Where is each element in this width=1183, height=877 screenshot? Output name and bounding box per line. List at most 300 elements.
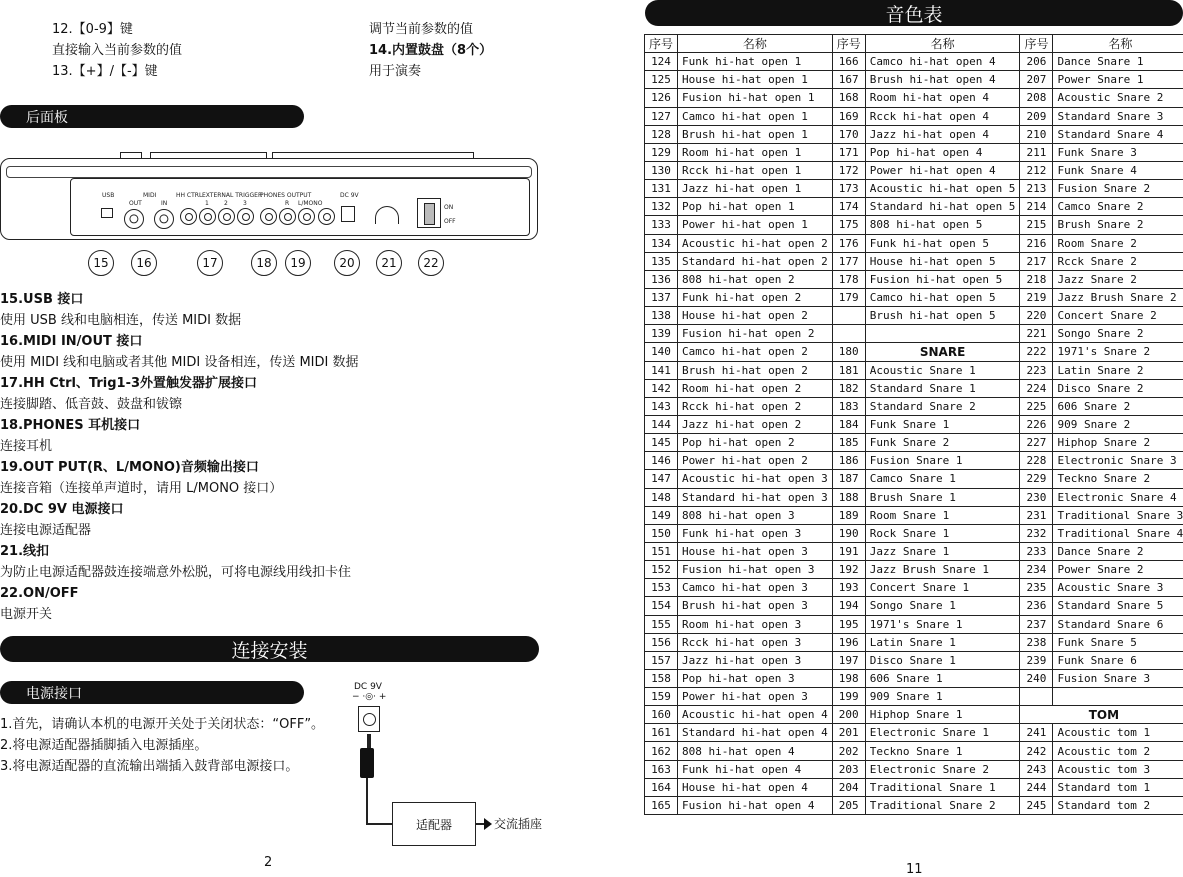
- tone-number: 128: [645, 125, 678, 143]
- tone-name: House hi-hat open 5: [865, 252, 1020, 270]
- tone-name: Brush hi-hat open 4: [865, 71, 1020, 89]
- tone-number: 152: [645, 561, 678, 579]
- polarity-icon: − ·◎· +: [352, 692, 386, 702]
- tone-name: Fusion Snare 2: [1053, 180, 1183, 198]
- tone-number: 132: [645, 198, 678, 216]
- item-desc: 为防止电源适配器鼓连接端意外松脱，可将电源线用线扣卡住: [0, 562, 358, 583]
- item13-desc: 调节当前参数的值: [369, 20, 473, 40]
- dc-9v-label: DC 9V: [354, 682, 382, 692]
- tone-name: Room hi-hat open 1: [678, 143, 833, 161]
- tone-name: Rcck hi-hat open 3: [678, 633, 833, 651]
- tone-name: Standard hi-hat open 2: [678, 252, 833, 270]
- power-switch: [417, 198, 441, 228]
- label-dc9v: DC 9V: [340, 192, 359, 199]
- tone-name: Jazz hi-hat open 2: [678, 415, 833, 433]
- tone-name: Traditional Snare 2: [865, 796, 1020, 814]
- usb-port: [101, 208, 113, 218]
- label-r: R: [285, 200, 289, 207]
- tone-name: Camco Snare 1: [865, 470, 1020, 488]
- tone-number: 230: [1020, 488, 1053, 506]
- tone-number: 124: [645, 53, 678, 71]
- tone-name: Dance Snare 2: [1053, 542, 1183, 560]
- table-row: [645, 397, 1183, 415]
- tone-name: Standard tom 1: [1053, 778, 1183, 796]
- tone-name: Standard Snare 5: [1053, 597, 1183, 615]
- table-header-row: [645, 35, 1183, 53]
- table-row: [645, 379, 1183, 397]
- tone-number: 146: [645, 452, 678, 470]
- tone-name: Jazz Brush Snare 2: [1053, 288, 1183, 306]
- tone-number: 191: [832, 542, 865, 560]
- dc-socket-icon: [358, 706, 380, 732]
- hh-ctrl-jack: [180, 208, 197, 225]
- tone-name: Fusion hi-hat open 5: [865, 270, 1020, 288]
- tone-name: Fusion Snare 1: [865, 452, 1020, 470]
- item-title: 19.OUT PUT(R、L/MONO)音频输出接口: [0, 457, 358, 478]
- tone-name: [865, 325, 1020, 343]
- cable-horizontal: [366, 823, 393, 825]
- tone-name: Songo Snare 1: [865, 597, 1020, 615]
- tone-name: Electronic Snare 2: [865, 760, 1020, 778]
- tone-number: 126: [645, 89, 678, 107]
- cable-vertical: [366, 778, 368, 824]
- plug-body: [360, 748, 374, 778]
- tone-name: Fusion Snare 3: [1053, 669, 1183, 687]
- tone-name: Funk Snare 4: [1053, 161, 1183, 179]
- arrow-right-icon: [484, 818, 492, 830]
- tone-name: 1971's Snare 2: [1053, 343, 1183, 361]
- tone-number: 213: [1020, 180, 1053, 198]
- table-row: [645, 688, 1183, 706]
- tone-number: 195: [832, 615, 865, 633]
- label-midi: MIDI: [143, 192, 156, 199]
- tone-name: Acoustic tom 1: [1053, 724, 1183, 742]
- tone-number: 232: [1020, 524, 1053, 542]
- tone-number: 144: [645, 415, 678, 433]
- tone-number: 225: [1020, 397, 1053, 415]
- tone-number: 134: [645, 234, 678, 252]
- tone-name: Concert Snare 2: [1053, 307, 1183, 325]
- table-row: [645, 615, 1183, 633]
- cable-clip-icon: [375, 206, 399, 224]
- tone-number: 214: [1020, 198, 1053, 216]
- adapter-label: 适配器: [416, 816, 452, 833]
- trigger-1-jack: [199, 208, 216, 225]
- tone-number: 177: [832, 252, 865, 270]
- tone-name: Room hi-hat open 2: [678, 379, 833, 397]
- tone-number: 233: [1020, 542, 1053, 560]
- tone-name: [1053, 688, 1183, 706]
- item14-desc: 用于演奏: [369, 62, 421, 82]
- item-title: 17.HH Ctrl、Trig1-3外置触发器扩展接口: [0, 373, 358, 394]
- tone-name: Pop hi-hat open 2: [678, 434, 833, 452]
- tone-number: 181: [832, 361, 865, 379]
- table-row: [645, 234, 1183, 252]
- tone-number: 151: [645, 542, 678, 560]
- tone-number: 197: [832, 651, 865, 669]
- rear-panel-diagram: [0, 152, 540, 242]
- callout-15: 15: [88, 250, 114, 276]
- tone-name: Jazz hi-hat open 3: [678, 651, 833, 669]
- tone-name: Jazz hi-hat open 1: [678, 180, 833, 198]
- table-row: [645, 71, 1183, 89]
- tone-name: Brush Snare 2: [1053, 216, 1183, 234]
- tone-number: 136: [645, 270, 678, 288]
- output-r-jack: [279, 208, 296, 225]
- table-row: [645, 778, 1183, 796]
- midi-out-port: [124, 209, 144, 229]
- tone-number: 184: [832, 415, 865, 433]
- tone-name: Funk hi-hat open 1: [678, 53, 833, 71]
- label-trig-3: 3: [243, 200, 247, 207]
- tone-number: 147: [645, 470, 678, 488]
- tone-number: 159: [645, 688, 678, 706]
- item-desc: 连接耳机: [0, 436, 358, 457]
- tone-number: 137: [645, 288, 678, 306]
- tone-name: Standard Snare 2: [865, 397, 1020, 415]
- tone-number: 189: [832, 506, 865, 524]
- table-row: [645, 452, 1183, 470]
- tone-number: 139: [645, 325, 678, 343]
- table-row: [645, 307, 1183, 325]
- tone-number: 165: [645, 796, 678, 814]
- table-row: [645, 343, 1183, 361]
- table-row: [645, 470, 1183, 488]
- tone-number: 237: [1020, 615, 1053, 633]
- item-desc: 电源开关: [0, 604, 358, 625]
- tone-number: 217: [1020, 252, 1053, 270]
- tone-name: Fusion hi-hat open 1: [678, 89, 833, 107]
- tone-number: 215: [1020, 216, 1053, 234]
- trigger-3-jack: [237, 208, 254, 225]
- tone-name: 606 Snare 1: [865, 669, 1020, 687]
- tone-name: Fusion hi-hat open 3: [678, 561, 833, 579]
- tone-number: 240: [1020, 669, 1053, 687]
- tone-number: 171: [832, 143, 865, 161]
- tone-name: Acoustic Snare 1: [865, 361, 1020, 379]
- tone-number: 206: [1020, 53, 1053, 71]
- item-title: 20.DC 9V 电源接口: [0, 499, 358, 520]
- tone-number: 135: [645, 252, 678, 270]
- tone-name: Acoustic Snare 2: [1053, 89, 1183, 107]
- tone-name: Pop hi-hat open 4: [865, 143, 1020, 161]
- tone-name: Pop hi-hat open 1: [678, 198, 833, 216]
- label-usb: USB: [102, 192, 114, 199]
- tone-number: 198: [832, 669, 865, 687]
- label-midi-out: OUT: [129, 200, 142, 207]
- tone-number: 163: [645, 760, 678, 778]
- tone-name: Standard Snare 1: [865, 379, 1020, 397]
- tone-number: 219: [1020, 288, 1053, 306]
- item-title: 22.ON/OFF: [0, 583, 358, 604]
- tone-name: Acoustic hi-hat open 4: [678, 706, 833, 724]
- table-row: [645, 742, 1183, 760]
- tone-name: Brush hi-hat open 5: [865, 307, 1020, 325]
- tone-name: House hi-hat open 1: [678, 71, 833, 89]
- table-row: [645, 216, 1183, 234]
- tone-number: 202: [832, 742, 865, 760]
- tone-number: 129: [645, 143, 678, 161]
- tone-name: Acoustic hi-hat open 3: [678, 470, 833, 488]
- label-on: ON: [444, 204, 453, 211]
- table-row: [645, 651, 1183, 669]
- table-row: [645, 579, 1183, 597]
- item-title: 21.线扣: [0, 541, 358, 562]
- phones-jack: [260, 208, 277, 225]
- tone-name: House hi-hat open 4: [678, 778, 833, 796]
- tone-name: Funk hi-hat open 3: [678, 524, 833, 542]
- tone-name: Dance Snare 1: [1053, 53, 1183, 71]
- tone-name: Teckno Snare 1: [865, 742, 1020, 760]
- tone-name: 808 hi-hat open 3: [678, 506, 833, 524]
- tone-name: Funk Snare 5: [1053, 633, 1183, 651]
- tone-name: Disco Snare 2: [1053, 379, 1183, 397]
- tone-name: Funk Snare 6: [1053, 651, 1183, 669]
- item-title: 15.USB 接口: [0, 289, 358, 310]
- tone-name: Camco hi-hat open 5: [865, 288, 1020, 306]
- tone-name: Power hi-hat open 4: [865, 161, 1020, 179]
- tone-name: 808 hi-hat open 2: [678, 270, 833, 288]
- table-row: [645, 796, 1183, 814]
- tone-number: 196: [832, 633, 865, 651]
- tone-number: 180: [832, 343, 865, 361]
- tone-number: 175: [832, 216, 865, 234]
- tone-name: Fusion hi-hat open 4: [678, 796, 833, 814]
- tone-name: 909 Snare 2: [1053, 415, 1183, 433]
- tone-number: 212: [1020, 161, 1053, 179]
- table-row: [645, 89, 1183, 107]
- item-title: 18.PHONES 耳机接口: [0, 415, 358, 436]
- tone-number: 220: [1020, 307, 1053, 325]
- tone-name: Hiphop Snare 1: [865, 706, 1020, 724]
- item-desc: 连接脚踏、低音鼓、鼓盘和钹镲: [0, 394, 358, 415]
- power-step-3: 3.将电源适配器的直流输出端插入鼓背部电源接口。: [0, 757, 298, 777]
- tone-name: Disco Snare 1: [865, 651, 1020, 669]
- tone-name: Acoustic hi-hat open 5: [865, 180, 1020, 198]
- tone-name: Brush hi-hat open 1: [678, 125, 833, 143]
- table-row: [645, 161, 1183, 179]
- callout-19: 19: [285, 250, 311, 276]
- tone-number: 183: [832, 397, 865, 415]
- tone-name: Hiphop Snare 2: [1053, 434, 1183, 452]
- table-row: [645, 125, 1183, 143]
- table-row: [645, 180, 1183, 198]
- tone-name: Jazz hi-hat open 4: [865, 125, 1020, 143]
- tone-name: Camco hi-hat open 1: [678, 107, 833, 125]
- plug-tip: [367, 734, 371, 748]
- tone-number: 210: [1020, 125, 1053, 143]
- tone-name: Power Snare 1: [1053, 71, 1183, 89]
- table-row: [645, 524, 1183, 542]
- tone-number: [1020, 688, 1053, 706]
- tone-name: Traditional Snare 4: [1053, 524, 1183, 542]
- table-row: [645, 724, 1183, 742]
- tone-number: 125: [645, 71, 678, 89]
- tone-number: 227: [1020, 434, 1053, 452]
- tone-number: 167: [832, 71, 865, 89]
- tone-number: 141: [645, 361, 678, 379]
- power-step-1: 1.首先，请确认本机的电源开关处于关闭状态：“OFF”。: [0, 715, 324, 735]
- tone-name: Standard Snare 6: [1053, 615, 1183, 633]
- tone-name: Standard hi-hat open 3: [678, 488, 833, 506]
- tone-number: 138: [645, 307, 678, 325]
- table-row: [645, 288, 1183, 306]
- tone-name: Jazz Snare 2: [1053, 270, 1183, 288]
- tone-name: Songo Snare 2: [1053, 325, 1183, 343]
- tone-number: [832, 307, 865, 325]
- tone-number: 236: [1020, 597, 1053, 615]
- tone-number: 158: [645, 669, 678, 687]
- tone-number: 209: [1020, 107, 1053, 125]
- tone-number: 149: [645, 506, 678, 524]
- tone-number: 205: [832, 796, 865, 814]
- tone-number: 173: [832, 180, 865, 198]
- tone-number: 130: [645, 161, 678, 179]
- table-row: [645, 633, 1183, 651]
- tone-number: 221: [1020, 325, 1053, 343]
- header-name: 名称: [678, 35, 833, 53]
- tone-number: 133: [645, 216, 678, 234]
- label-off: OFF: [444, 218, 456, 225]
- tone-name: Teckno Snare 2: [1053, 470, 1183, 488]
- tone-name: Acoustic Snare 3: [1053, 579, 1183, 597]
- tone-number: 156: [645, 633, 678, 651]
- table-row: [645, 270, 1183, 288]
- tone-name: Camco hi-hat open 4: [865, 53, 1020, 71]
- callout-17: 17: [197, 250, 223, 276]
- install-banner-text: 连接安装: [231, 636, 307, 663]
- tone-name: Acoustic hi-hat open 2: [678, 234, 833, 252]
- item-desc: 使用 USB 线和电脑相连，传送 MIDI 数据: [0, 310, 358, 331]
- tone-number: 243: [1020, 760, 1053, 778]
- tone-number: 182: [832, 379, 865, 397]
- tone-name: Camco hi-hat open 3: [678, 579, 833, 597]
- tone-number: 241: [1020, 724, 1053, 742]
- tone-name: 1971's Snare 1: [865, 615, 1020, 633]
- tone-number: 185: [832, 434, 865, 452]
- rear-panel-header: [0, 105, 304, 128]
- tone-number: 229: [1020, 470, 1053, 488]
- tone-number: 142: [645, 379, 678, 397]
- tone-name: Power hi-hat open 3: [678, 688, 833, 706]
- tone-number: 192: [832, 561, 865, 579]
- tone-number: 162: [645, 742, 678, 760]
- item13-title: 13.【+】/【-】键: [52, 62, 158, 82]
- tone-name: Power Snare 2: [1053, 561, 1183, 579]
- tone-number: 166: [832, 53, 865, 71]
- tone-name: Standard hi-hat open 4: [678, 724, 833, 742]
- tone-number: 245: [1020, 796, 1053, 814]
- tone-name: Jazz Brush Snare 1: [865, 561, 1020, 579]
- tone-number: 131: [645, 180, 678, 198]
- midi-in-port: [154, 209, 174, 229]
- table-row: [645, 252, 1183, 270]
- tone-number: 244: [1020, 778, 1053, 796]
- rear-panel-header-text: 后面板: [26, 107, 68, 127]
- tone-name: Funk Snare 3: [1053, 143, 1183, 161]
- tone-number: [832, 325, 865, 343]
- tone-name: Jazz Snare 1: [865, 542, 1020, 560]
- tone-name: Latin Snare 2: [1053, 361, 1183, 379]
- tone-name: Standard hi-hat open 5: [865, 198, 1020, 216]
- tone-number: 154: [645, 597, 678, 615]
- item-desc: 连接电源适配器: [0, 520, 358, 541]
- tone-name: Power hi-hat open 1: [678, 216, 833, 234]
- tone-number: 204: [832, 778, 865, 796]
- tone-name: 606 Snare 2: [1053, 397, 1183, 415]
- tone-name: House hi-hat open 3: [678, 542, 833, 560]
- tone-number: 145: [645, 434, 678, 452]
- power-step-2: 2.将电源适配器插脚插入电源插座。: [0, 736, 207, 756]
- tone-number: 150: [645, 524, 678, 542]
- tone-name: Traditional Snare 3: [1053, 506, 1183, 524]
- tone-number: 218: [1020, 270, 1053, 288]
- tone-name: 808 hi-hat open 4: [678, 742, 833, 760]
- tone-name: Acoustic tom 2: [1053, 742, 1183, 760]
- tone-number: 153: [645, 579, 678, 597]
- tone-name: 909 Snare 1: [865, 688, 1020, 706]
- label-hh-ctrl: HH CTRL: [176, 192, 202, 199]
- tone-number: 239: [1020, 651, 1053, 669]
- tone-number: 174: [832, 198, 865, 216]
- label-trig-1: 1: [205, 200, 209, 207]
- header-index: 序号: [645, 35, 678, 53]
- tone-name: Funk Snare 1: [865, 415, 1020, 433]
- tone-number: 234: [1020, 561, 1053, 579]
- tone-name: Electronic Snare 3: [1053, 452, 1183, 470]
- header-index: 序号: [832, 35, 865, 53]
- tone-name: Camco Snare 2: [1053, 198, 1183, 216]
- tone-number: 168: [832, 89, 865, 107]
- table-row: [645, 506, 1183, 524]
- tone-name: Acoustic tom 3: [1053, 760, 1183, 778]
- item12-desc: 直接输入当前参数的值: [52, 41, 182, 61]
- callout-18: 18: [251, 250, 277, 276]
- tone-name: Concert Snare 1: [865, 579, 1020, 597]
- tone-name: Rcck hi-hat open 1: [678, 161, 833, 179]
- tone-number: 157: [645, 651, 678, 669]
- power-header: [0, 681, 304, 704]
- tone-number: 186: [832, 452, 865, 470]
- tone-name: Electronic Snare 1: [865, 724, 1020, 742]
- tone-name: Standard tom 2: [1053, 796, 1183, 814]
- table-row: [645, 760, 1183, 778]
- table-row: [645, 488, 1183, 506]
- label-midi-in: IN: [161, 200, 167, 207]
- tone-number: 207: [1020, 71, 1053, 89]
- tone-number: 199: [832, 688, 865, 706]
- tone-number: 187: [832, 470, 865, 488]
- ac-outlet-label: 交流插座: [494, 815, 542, 832]
- tone-number: 164: [645, 778, 678, 796]
- output-extra-jack: [318, 208, 335, 225]
- tone-name: Rcck Snare 2: [1053, 252, 1183, 270]
- tone-table-banner-text: 音色表: [885, 0, 942, 27]
- trigger-2-jack: [218, 208, 235, 225]
- tone-name: Brush hi-hat open 2: [678, 361, 833, 379]
- tone-name: Electronic Snare 4: [1053, 488, 1183, 506]
- tone-number: 190: [832, 524, 865, 542]
- tone-number: 238: [1020, 633, 1053, 651]
- table-row: [645, 361, 1183, 379]
- table-row: [645, 706, 1183, 724]
- table-row: [645, 143, 1183, 161]
- section-heading: SNARE: [865, 343, 1020, 361]
- tone-name: 808 hi-hat open 5: [865, 216, 1020, 234]
- tone-name: Fusion hi-hat open 2: [678, 325, 833, 343]
- tone-number: 127: [645, 107, 678, 125]
- tone-number: 228: [1020, 452, 1053, 470]
